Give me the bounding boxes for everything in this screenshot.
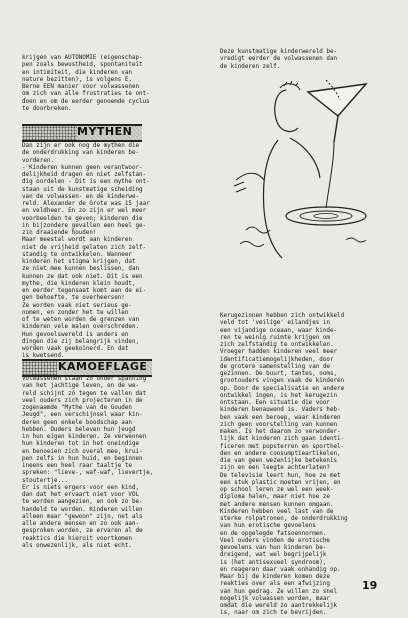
- header-pattern: [22, 126, 77, 140]
- illustration-funnel-kid: [226, 80, 382, 262]
- section-header-mythen: [22, 124, 142, 142]
- kamoeflage-text: Volwassenen staan zó onder spanning van het jachtige leven, en de we- reld schijnt zó tegen te vallen dat veel ouders zich projecteren in de zogenaamde "Mythe van de Gouden Jeugd", een verschijnsel waar kin- deren geen enkele boodschap aan hebben. Ouders beleven hun jeugd in hun eigen kinderen. Ze verwennen hun kinderen tot in het oneindige en benoeien zich overal mee, krui- pen zelfs in hun huid, en beginnen ineens een heel raar taaltje te spreken: "lieve-, waf-waf, lievertje, stoutertje... Er is niets ergers voor een kind, dan dat het ervaart niet voor VOL te worden aangezien, en ook zo be- handeld te worden. Kinderen willen alleen maar "gewoon" zijn, net als alle andere mensen en zo ook aan- gesproken worden, ze ervaren al de reaktics die hieruit voortkomen als onwezenlijk, als niet echt.: [22, 376, 154, 549]
- right-bottom-text: Kerugezinnen hebben zich ontwikkeld veld tot 'veilige' eilandjes in een vijandige oceaan, waar kinde- ren te weinig ruimte krijgen om zich zelfstandig te ontwikkelen. Vroeger hadden kinderen veel meer identificatiemogelijkheden, door de grotere samenstelling van de gezinnen. De buurt, tantes, ooms, grootouders vingen vaak de kinderen op. Door de specialisatie en andere ontwikkel ingen, is het kerugezin ontstaan. Een situatie die voor kinderen benauwend is. Vaders heb- ben vaak een beroep, waar kinderen zich geen voorstelling van kunnen maken. Is het daarom zo verwonder- lijk dat kinderen zich gaan identi- ficeren met popsterren en sporthel- den en andere consumptieartikelen, die van geen wezenlijke betekenis zijn en een leegte achterlaten? De televisie leert hun, hoe ze met een stuk plastic moeten vrijen, en op school leren ze wel een week- diploma halen, maar niet hoe ze met andere mensen kunnen omgaan. Kinderen hebben veel last van de sterke rolpatronen, de onderdrukking van hun erotische gevoelens en de opgelegde fatsoennormen. Veel ouders vinden de erotische gevoelens van hun kinderen be- dreigend, wat wel begrijpelijk is (het antisexueel syndroom), en reageren daar vaak onhandig op. Maar bij de kinderen komen deze reakties over als een afwijzing van hun gedrag. Ze willen zo snel mogelijk volwassen worden, maar omdat die wereld zo aantrekkelijk is, naar om zich te bevrijden.: [220, 313, 348, 617]
- section-title-kamoeflage: KAMOEFLAGE: [58, 360, 148, 373]
- header-pattern: [22, 361, 57, 375]
- right-top-text: Deze kunstmatige kinderwereld be- vredigt eerder de volwassenen dan de kinderen zelf.: [220, 49, 338, 70]
- section-title-mythen: MYTHEN: [77, 125, 133, 138]
- section-header-kamoeflage: [22, 359, 152, 377]
- page-number: 19: [362, 579, 378, 592]
- intro-text: krijgen van AUTONOMIE (eigenschap- pen zoals bewustheid, spontaniteit en intimiteit, die kinderen van nature bezitten), is volgens E. Berne EEN manier voor volwassenen om zich van alle frustraties te ont- doen en om de eerder genoemde cyclus te doorbreken.: [22, 55, 150, 112]
- mythen-text: Dan zijn er ook nog de mythen die de onderdrukking van kinderen be- vorderen. - Kinderen kunnen geen verantwoor- delijkheid dragen en niet zelfstan- dig oordelen - Dit is een mythe ont- staan uit de kunstmatige scheiding van de volwassen- en de kinderwe- reld. Alexander de Grote was 15 jaar en veldheer. En zo zijn er wel meer voorbeelden te geven; kinderen die in bijzondere gevallen een heel ge- zin draaiende houden! Maar meestal wordt aan kinderen niet de vrijheid gelaten zich zelf- standig te ontwikkelen. Wanneer kinderen het stigma krijgen, dat ze niet mee kunnen beslissen, dan kunnen ze dat ook niet. Dit is een mythe, die kinderen klein houdt, en eerder tegensaat komt aan de ei- gen behoefte, te overheersen! Ze worden vaak niet serieus ge- nomen, en zonder het te willen of te weten worden de grenzen van kinderen vele malen overschreden. Hun gevoelswereld is anders en dingen die zij belangrijk vinden, worden vaak geekoinerd. En dat is kwetsend.: [22, 143, 150, 360]
